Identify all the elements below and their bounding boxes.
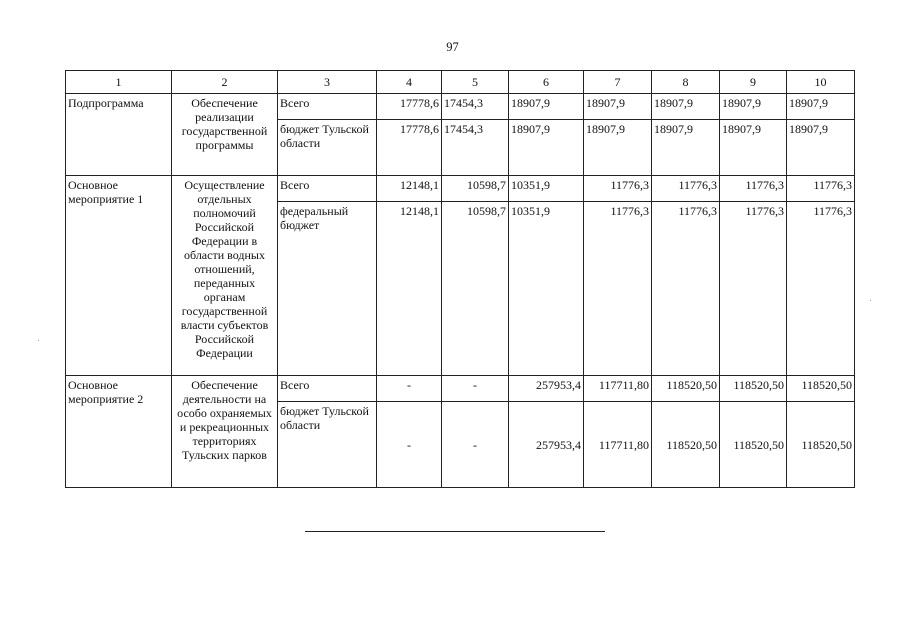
budget-table	[65, 70, 855, 488]
value-cell: 11776,3	[652, 202, 720, 376]
value-cell: 11776,3	[720, 176, 787, 202]
funding-source: федеральный бюджет	[278, 202, 377, 376]
funding-source: бюджет Тульской области	[278, 402, 377, 488]
program-description: Осуществление отдельных полномочий Российской Федерации в области водных отношений, переданных органам государственной власти субъектов Российской Федерации	[172, 176, 278, 376]
header-cell: 6	[509, 71, 584, 94]
value-cell: 11776,3	[652, 176, 720, 202]
funding-source: Всего	[278, 176, 377, 202]
header-cell: 1	[66, 71, 172, 94]
header-cell: 9	[720, 71, 787, 94]
value-cell: 18907,9	[652, 120, 720, 176]
value-cell: -	[442, 402, 509, 488]
value-cell: 10351,9	[509, 202, 584, 376]
header-cell: 2	[172, 71, 278, 94]
value-cell: 118520,50	[720, 376, 787, 402]
value-cell: 12148,1	[377, 176, 442, 202]
header-cell: 4	[377, 71, 442, 94]
value-cell: 17778,6	[377, 120, 442, 176]
value-cell: 17454,3	[442, 120, 509, 176]
value-cell: 118520,50	[720, 402, 787, 488]
header-cell: 3	[278, 71, 377, 94]
scan-speck	[870, 300, 871, 301]
page-number: 97	[446, 40, 459, 54]
value-cell: 10598,7	[442, 176, 509, 202]
value-cell: 17454,3	[442, 94, 509, 120]
header-cell: 7	[584, 71, 652, 94]
value-cell: 18907,9	[509, 94, 584, 120]
footer-rule	[305, 531, 605, 532]
value-cell: 117711,80	[584, 402, 652, 488]
value-cell: -	[377, 376, 442, 402]
table-row	[66, 376, 855, 402]
value-cell: 18907,9	[584, 94, 652, 120]
value-cell: 118520,50	[787, 376, 855, 402]
value-cell: 18907,9	[652, 94, 720, 120]
funding-source: бюджет Тульской области	[278, 120, 377, 176]
table-header-row	[66, 71, 855, 94]
value-cell: 11776,3	[787, 202, 855, 376]
header-cell: 5	[442, 71, 509, 94]
table-row	[66, 176, 855, 202]
value-cell: 11776,3	[720, 202, 787, 376]
value-cell: 11776,3	[584, 202, 652, 376]
value-cell: 18907,9	[509, 120, 584, 176]
program-name: Подпрограмма	[66, 94, 172, 176]
program-name: Основное мероприятие 2	[66, 376, 172, 488]
value-cell: -	[442, 376, 509, 402]
value-cell: 12148,1	[377, 202, 442, 376]
program-description: Обеспечение деятельности на особо охраняемых и рекреационных территориях Тульских парков	[172, 376, 278, 488]
value-cell: -	[377, 402, 442, 488]
header-cell: 10	[787, 71, 855, 94]
value-cell: 257953,4	[509, 376, 584, 402]
value-cell: 18907,9	[787, 94, 855, 120]
value-cell: 10351,9	[509, 176, 584, 202]
funding-source: Всего	[278, 376, 377, 402]
value-cell: 11776,3	[584, 176, 652, 202]
value-cell: 18907,9	[720, 94, 787, 120]
funding-source: Всего	[278, 94, 377, 120]
value-cell: 18907,9	[720, 120, 787, 176]
value-cell: 257953,4	[509, 402, 584, 488]
value-cell: 118520,50	[652, 376, 720, 402]
program-description: Обеспечение реализации государственной программы	[172, 94, 278, 176]
value-cell: 11776,3	[787, 176, 855, 202]
value-cell: 10598,7	[442, 202, 509, 376]
value-cell: 118520,50	[652, 402, 720, 488]
value-cell: 118520,50	[787, 402, 855, 488]
value-cell: 117711,80	[584, 376, 652, 402]
value-cell: 18907,9	[584, 120, 652, 176]
table-row	[66, 94, 855, 120]
header-cell: 8	[652, 71, 720, 94]
scan-speck	[38, 340, 39, 341]
value-cell: 17778,6	[377, 94, 442, 120]
program-name: Основное мероприятие 1	[66, 176, 172, 376]
value-cell: 18907,9	[787, 120, 855, 176]
